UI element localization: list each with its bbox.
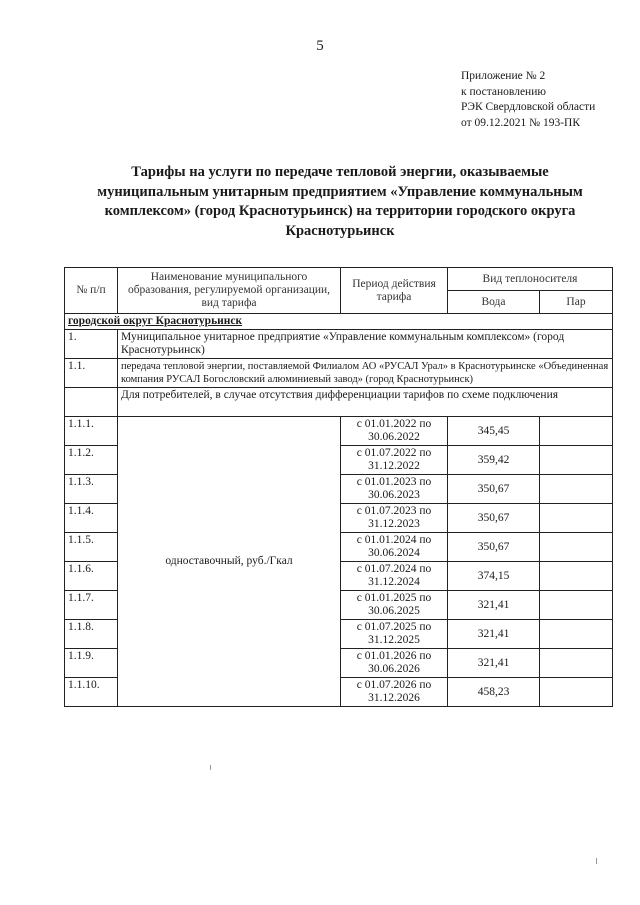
appendix-line: Приложение № 2 — [461, 70, 546, 82]
region-row — [65, 314, 613, 330]
row-num: 1.1.6. — [65, 562, 118, 591]
row-water-value: 350,67 — [448, 533, 540, 562]
row-steam-value — [540, 591, 613, 620]
row-water-value: 345,45 — [448, 417, 540, 446]
table-row — [65, 417, 613, 446]
title-line: комплексом» (город Краснотурьинск) на территории городского округа — [104, 203, 576, 219]
consumers-text: Для потребителей, в случае отсутствия дифференциации тарифов по схеме подключения — [118, 388, 613, 417]
consumers-row — [65, 388, 613, 417]
transfer-num: 1.1. — [65, 359, 118, 388]
appendix-line: РЭК Свердловской области — [461, 101, 596, 113]
document-title — [70, 163, 610, 241]
header-period: Период действия тарифа — [341, 268, 448, 314]
scan-speck — [210, 765, 211, 770]
row-num: 1.1.4. — [65, 504, 118, 533]
row-period: с 01.07.2023 по 31.12.2023 — [341, 504, 448, 533]
row-num: 1.1.9. — [65, 649, 118, 678]
row-period: с 01.01.2024 по 30.06.2024 — [341, 533, 448, 562]
row-steam-value — [540, 475, 613, 504]
page-number: 5 — [316, 38, 324, 54]
header-carrier: Вид теплоносителя — [448, 268, 613, 291]
row-steam-value — [540, 649, 613, 678]
appendix-line: от 09.12.2021 № 193-ПК — [461, 116, 581, 129]
row-num: 1.1.2. — [65, 446, 118, 475]
row-water-value: 350,67 — [448, 504, 540, 533]
row-num: 1.1.1. — [65, 417, 118, 446]
row-period: с 01.01.2023 по 30.06.2023 — [341, 475, 448, 504]
row-steam-value — [540, 446, 613, 475]
row-period: с 01.07.2022 по 31.12.2022 — [341, 446, 448, 475]
row-steam-value — [540, 417, 613, 446]
row-num: 1.1.3. — [65, 475, 118, 504]
row-num: 1.1.5. — [65, 533, 118, 562]
row-water-value: 374,15 — [448, 562, 540, 591]
title-line: муниципальным унитарным предприятием «Управление коммунальным — [97, 183, 583, 200]
title-line: Краснотурьинск — [285, 222, 395, 239]
row-water-value: 359,42 — [448, 446, 540, 475]
scan-speck — [596, 858, 597, 864]
consumers-num — [65, 388, 118, 417]
row-water-value: 321,41 — [448, 620, 540, 649]
org-text: Муниципальное унитарное предприятие «Управление коммунальным комплексом» (город Краснотурьинск) — [118, 330, 613, 359]
appendix-line: к постановлению — [461, 85, 546, 98]
row-water-value: 321,41 — [448, 649, 540, 678]
row-period: с 01.01.2026 по 30.06.2026 — [341, 649, 448, 678]
header-steam: Пар — [540, 291, 613, 314]
tariff-type: одноставочный, руб./Гкал — [118, 417, 341, 707]
row-num: 1.1.8. — [65, 620, 118, 649]
row-water-value: 321,41 — [448, 591, 540, 620]
row-steam-value — [540, 504, 613, 533]
org-row — [65, 330, 613, 359]
row-num: 1.1.7. — [65, 591, 118, 620]
row-period: с 01.07.2024 по 31.12.2024 — [341, 562, 448, 591]
row-period: с 01.01.2025 по 30.06.2025 — [341, 591, 448, 620]
row-num: 1.1.10. — [65, 678, 118, 707]
table-header-row — [65, 268, 613, 291]
org-num: 1. — [65, 330, 118, 359]
row-steam-value — [540, 620, 613, 649]
row-water-value: 458,23 — [448, 678, 540, 707]
row-steam-value — [540, 678, 613, 707]
row-steam-value — [540, 562, 613, 591]
header-water: Вода — [448, 291, 540, 314]
row-water-value: 350,67 — [448, 475, 540, 504]
region-label: городской округ Краснотурьинск — [65, 314, 613, 330]
header-name: Наименование муниципального образования, регулируемой организации, вид тарифа — [118, 268, 341, 314]
transfer-text: передача тепловой энергии, поставляемой Филиалом АО «РУСАЛ Урал» в Краснотурьинске «Объединенная компания РУСАЛ Богословский алюминиевый завод» (город Краснотурьинск) — [118, 359, 613, 388]
transfer-row — [65, 359, 613, 388]
row-period: с 01.01.2022 по 30.06.2022 — [341, 417, 448, 446]
row-steam-value — [540, 533, 613, 562]
header-num: № п/п — [65, 268, 118, 314]
row-period: с 01.07.2026 по 31.12.2026 — [341, 678, 448, 707]
tariff-table — [64, 267, 613, 707]
appendix-block — [461, 69, 595, 131]
title-line: Тарифы на услуги по передаче тепловой энергии, оказываемые — [131, 164, 549, 180]
row-period: с 01.07.2025 по 31.12.2025 — [341, 620, 448, 649]
